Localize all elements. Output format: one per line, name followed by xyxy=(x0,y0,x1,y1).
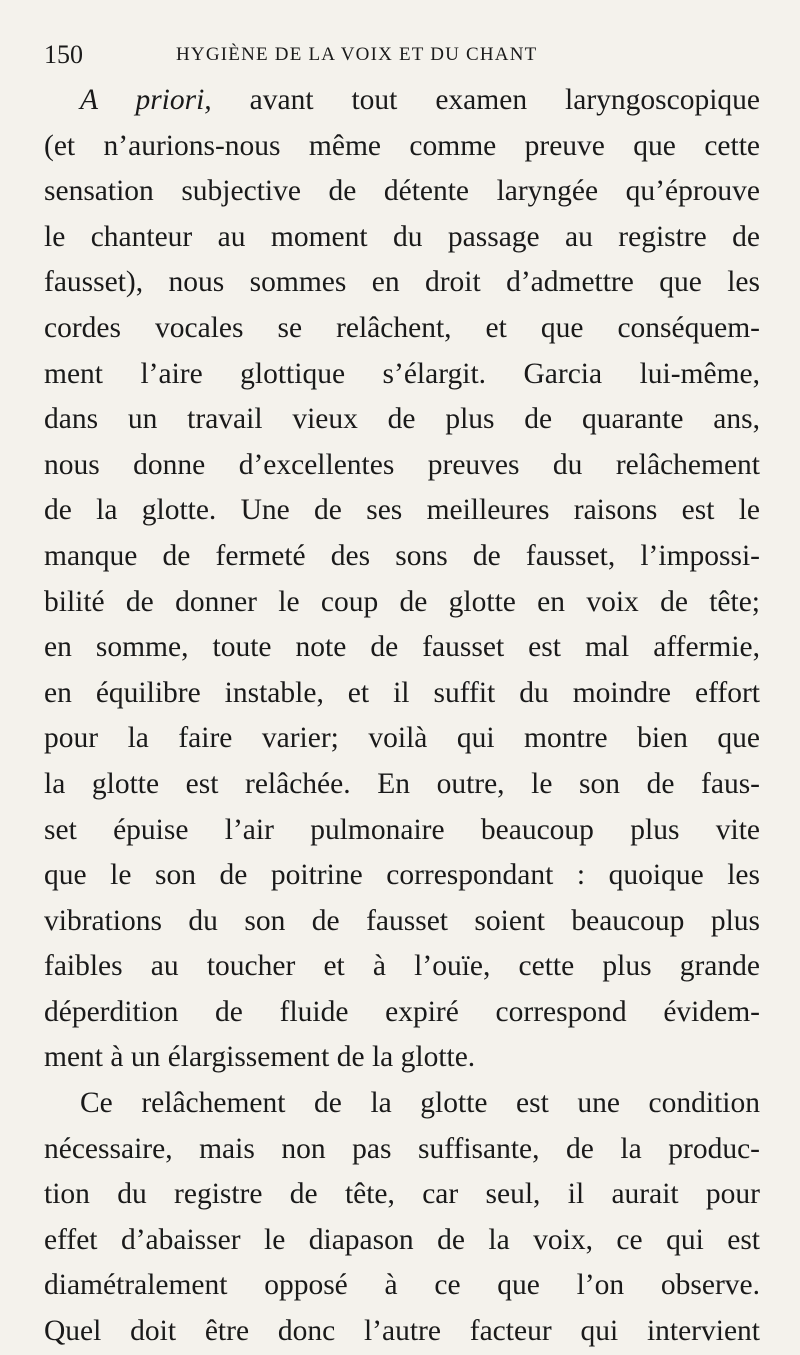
text-line: nécessaire, mais non pas suffisante, de la produc- xyxy=(44,1132,760,1165)
text-line: (et n’aurions-nous même comme preuve que cette xyxy=(44,129,760,162)
running-title: HYGIÈNE DE LA VOIX ET DU CHANT xyxy=(176,44,538,65)
body-text xyxy=(44,78,760,1355)
text-line: faibles au toucher et à l’ouïe, cette plus grande xyxy=(44,950,760,983)
running-header xyxy=(44,30,760,74)
paragraph-2 xyxy=(44,1081,760,1355)
text-line: Ce relâchement de la glotte est une condition xyxy=(80,1087,760,1120)
text-line: déperdition de fluide expiré correspond évidem- xyxy=(44,995,760,1028)
text-line: sensation subjective de détente laryngée qu’éprouve xyxy=(44,175,760,208)
page-number: 150 xyxy=(44,40,83,69)
text-line: ment l’aire glottique s’élargit. Garcia lui-même, xyxy=(44,357,760,390)
text-line: tion du registre de tête, car seul, il aurait pour xyxy=(44,1178,760,1211)
text-line: vibrations du son de fausset soient beaucoup plus xyxy=(44,904,760,937)
text-line: de la glotte. Une de ses meilleures raisons est le xyxy=(44,494,760,527)
text-line: en somme, toute note de fausset est mal affermie, xyxy=(44,631,760,664)
text-line: Quel doit être donc l’autre facteur qui intervient xyxy=(44,1315,760,1348)
text-line: dans un travail vieux de plus de quarante ans, xyxy=(44,403,760,436)
text-line: set épuise l’air pulmonaire beaucoup plus vite xyxy=(44,813,760,846)
text-line: la glotte est relâchée. En outre, le son de faus- xyxy=(44,767,760,800)
text-line: pour la faire varier; voilà qui montre bien que xyxy=(44,722,760,755)
text-line: le chanteur au moment du passage au registre de xyxy=(44,220,760,253)
text-line: fausset), nous sommes en droit d’admettre que les xyxy=(44,266,760,299)
text-line: cordes vocales se relâchent, et que conséquem- xyxy=(44,311,760,344)
text-line: que le son de poitrine correspondant : quoique les xyxy=(44,859,760,892)
text-line: ment à un élargissement de la glotte. xyxy=(44,1041,476,1074)
text-line: effet d’abaisser le diapason de la voix, ce qui est xyxy=(44,1223,760,1256)
text-line: manque de fermeté des sons de fausset, l’impossi- xyxy=(44,539,760,572)
paragraph-1 xyxy=(44,78,760,1081)
text-line: diamétralement opposé à ce que l’on observe. xyxy=(44,1269,760,1302)
text-line: en équilibre instable, et il suffit du moindre effort xyxy=(44,676,760,709)
text-line: A priori, avant tout examen laryngoscopique xyxy=(80,84,760,116)
text-line: nous donne d’excellentes preuves du relâchement xyxy=(44,448,760,481)
italic-lead: A priori, xyxy=(80,84,212,116)
text-line: bilité de donner le coup de glotte en voix de tête; xyxy=(44,585,760,618)
